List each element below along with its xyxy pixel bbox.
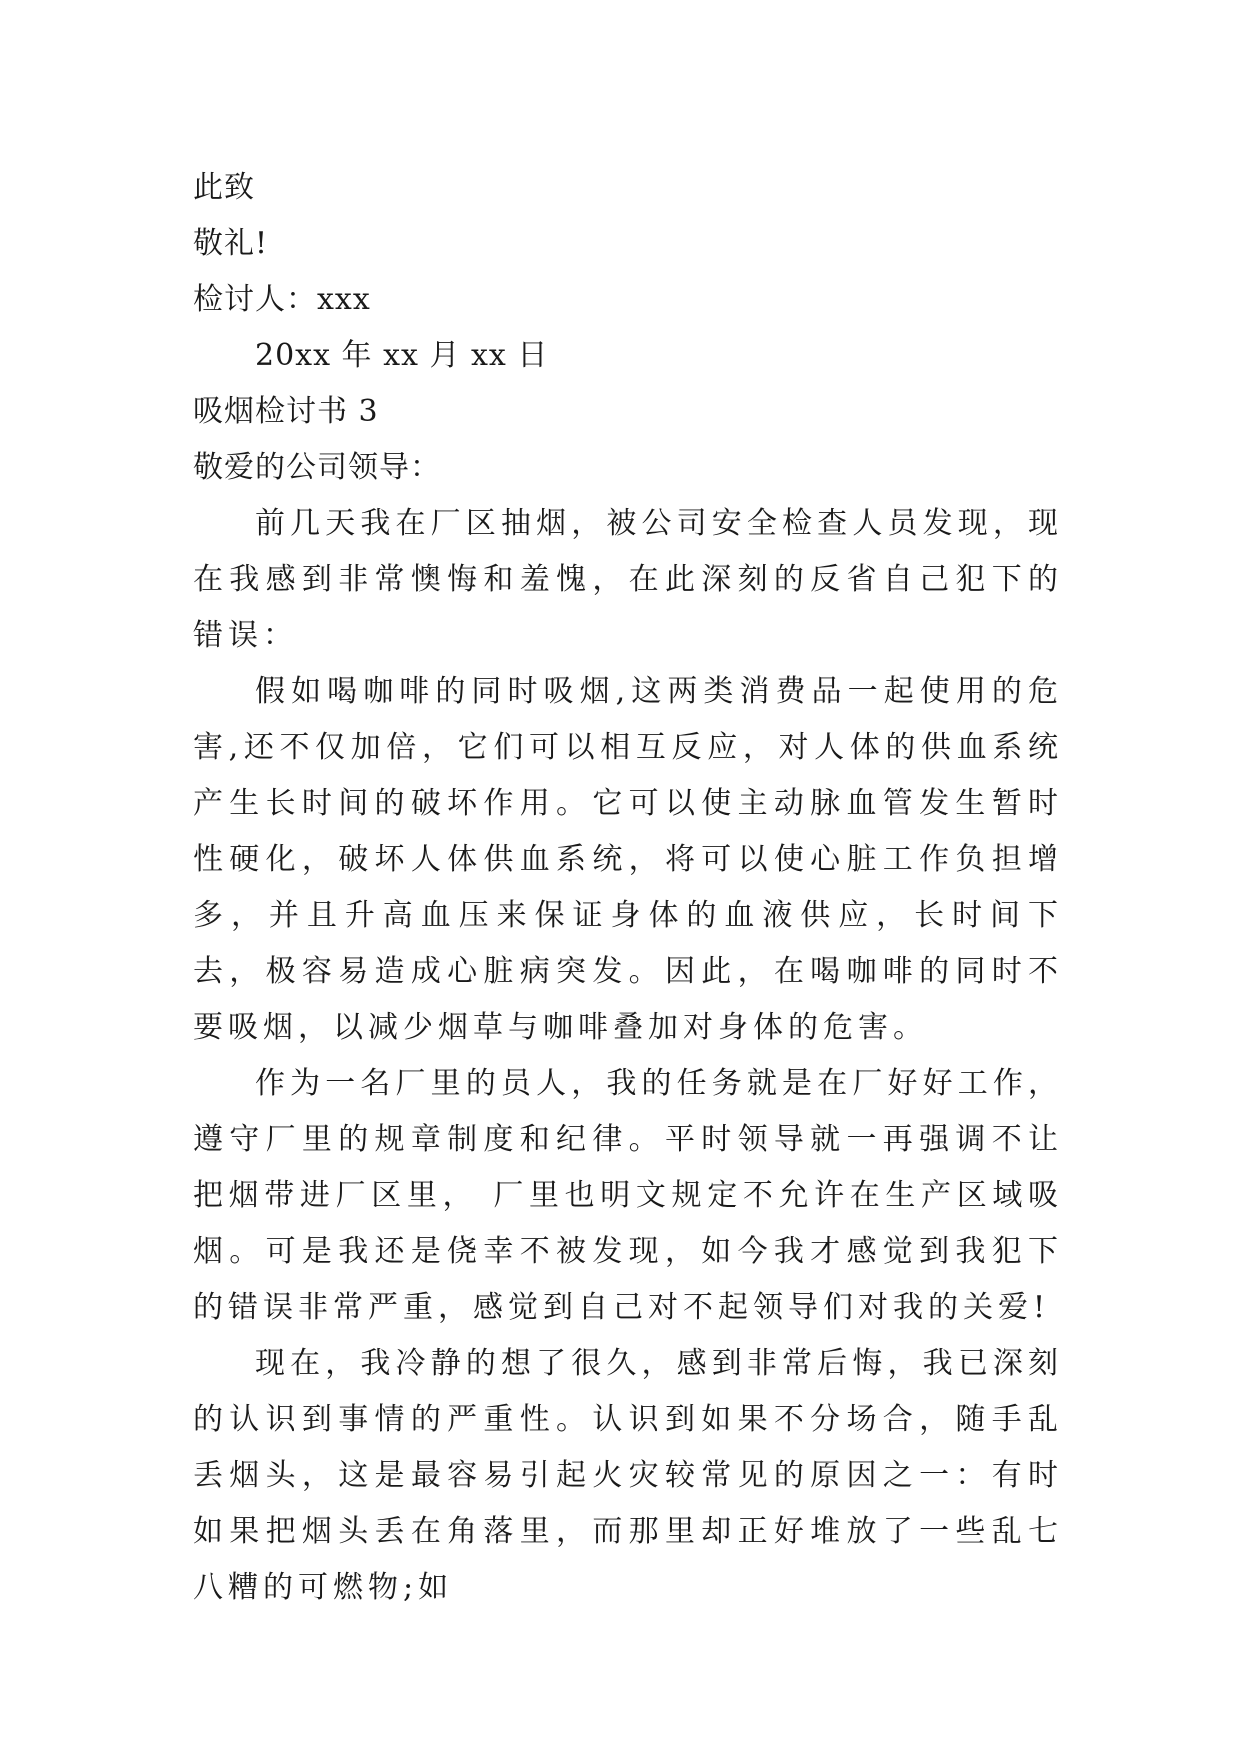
letter-greeting: 敬爱的公司领导： <box>193 450 441 485</box>
closing-salutation-1: 此致 <box>193 170 255 205</box>
document-body <box>193 160 1063 1616</box>
closing-salutation-2: 敬礼! <box>193 226 269 261</box>
paragraph: 作为一名厂里的员人，我的任务就是在厂好好工作，遵守厂里的规章制度和纪律。平时领导就一再强调不让把烟带进厂区里， 厂里也明文规定不允许在生产区域吸烟。可是我还是侥幸不被发现，如今我才感觉到我犯下的错误非常严重，感觉到自己对不起领导们对我的关爱! <box>193 1066 1063 1325</box>
author-signature: 检讨人：xxx <box>193 282 371 317</box>
paragraph: 假如喝咖啡的同时吸烟,这两类消费品一起使用的危害,还不仅加倍，它们可以相互反应，对人体的供血系统产生长时间的破坏作用。它可以使主动脉血管发生暂时性硬化，破坏人体供血系统，将可以使心脏工作负担增多，并且升高血压来保证身体的血液供应，长时间下去，极容易造成心脏病突发。因此，在喝咖啡的同时不要吸烟，以减少烟草与咖啡叠加对身体的危害。 <box>193 674 1063 1045</box>
paragraph: 现在，我冷静的想了很久，感到非常后悔，我已深刻的认识到事情的严重性。认识到如果不分场合，随手乱丢烟头，这是最容易引起火灾较常见的原因之一：有时如果把烟头丢在角落里，而那里却正好堆放了一些乱七八糟的可燃物;如 <box>193 1346 1063 1605</box>
letter-title: 吸烟检讨书 3 <box>193 394 379 429</box>
paragraph: 前几天我在厂区抽烟，被公司安全检查人员发现，现在我感到非常懊悔和羞愧，在此深刻的反省自己犯下的错误： <box>193 506 1063 653</box>
letter-date: 20xx 年 xx 月 xx 日 <box>255 338 549 373</box>
